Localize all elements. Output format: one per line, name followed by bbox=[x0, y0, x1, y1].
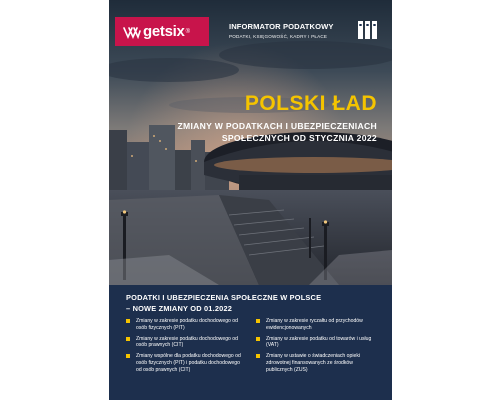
getsix-mark-icon bbox=[123, 25, 141, 39]
headline-subtitle-line2: SPOŁECZNYCH OD STYCZNIA 2022 bbox=[221, 132, 377, 143]
brand-name: getsix bbox=[143, 23, 185, 40]
books-icon bbox=[357, 19, 379, 41]
bullet-icon bbox=[256, 319, 260, 323]
changes-list-right bbox=[256, 318, 378, 378]
bullet-icon bbox=[256, 337, 260, 341]
panel-title bbox=[126, 293, 381, 314]
list-item bbox=[126, 318, 244, 332]
changes-list-left bbox=[126, 318, 244, 378]
brand-registered: ® bbox=[185, 28, 190, 35]
list-item bbox=[126, 353, 244, 373]
list-item-text: Zmiany w zakresie podatku dochodowego od osób fizycznych (PIT) bbox=[136, 318, 238, 331]
bullet-icon bbox=[256, 354, 260, 358]
list-item bbox=[256, 318, 378, 332]
list-item-text: Zmiany wspólne dla podatku dochodowego od osób fizycznych (PIT) i podatku dochodowego od osób prawnych (CIT) bbox=[136, 353, 241, 373]
list-item bbox=[256, 353, 378, 373]
headline-title: POLSKI ŁAD bbox=[244, 92, 377, 115]
panel-title-line2: – NOWE ZMIANY OD 01.2022 bbox=[126, 303, 233, 313]
informator-title: INFORMATOR PODATKOWY bbox=[229, 22, 334, 31]
cover-headline bbox=[109, 92, 377, 144]
list-item-text: Zmiany w zakresie ryczałtu od przychodów ewidencjonowanych bbox=[266, 318, 363, 331]
list-item bbox=[256, 336, 378, 350]
panel-title-line1: PODATKI I UBEZPIECZENIA SPOŁECZNE W POLSCE bbox=[126, 293, 322, 302]
brand-logo bbox=[115, 17, 209, 46]
list-item-text: Zmiany w zakresie podatku dochodowego od osób prawnych (CIT) bbox=[136, 335, 238, 349]
brochure-cover bbox=[109, 0, 392, 400]
bullet-icon bbox=[126, 354, 130, 358]
headline-subtitle bbox=[109, 121, 377, 144]
list-item-text: Zmiany w ustawie o świadczeniach opieki zdrowotnej finansowanych ze środków publicznych (ZUS) bbox=[266, 353, 360, 373]
headline-subtitle-line1: ZMIANY W PODATKACH I UBEZPIECZENIACH bbox=[177, 121, 377, 131]
changes-panel bbox=[109, 285, 392, 400]
informator-subtitle: PODATKI, KSIĘGOWOŚĆ, KADRY I PŁACE bbox=[229, 34, 328, 39]
list-item-text: Zmiany w zakresie podatku od towarów i usług (VAT) bbox=[266, 335, 372, 349]
bullet-icon bbox=[126, 319, 130, 323]
bullet-icon bbox=[126, 337, 130, 341]
list-item bbox=[126, 336, 244, 350]
